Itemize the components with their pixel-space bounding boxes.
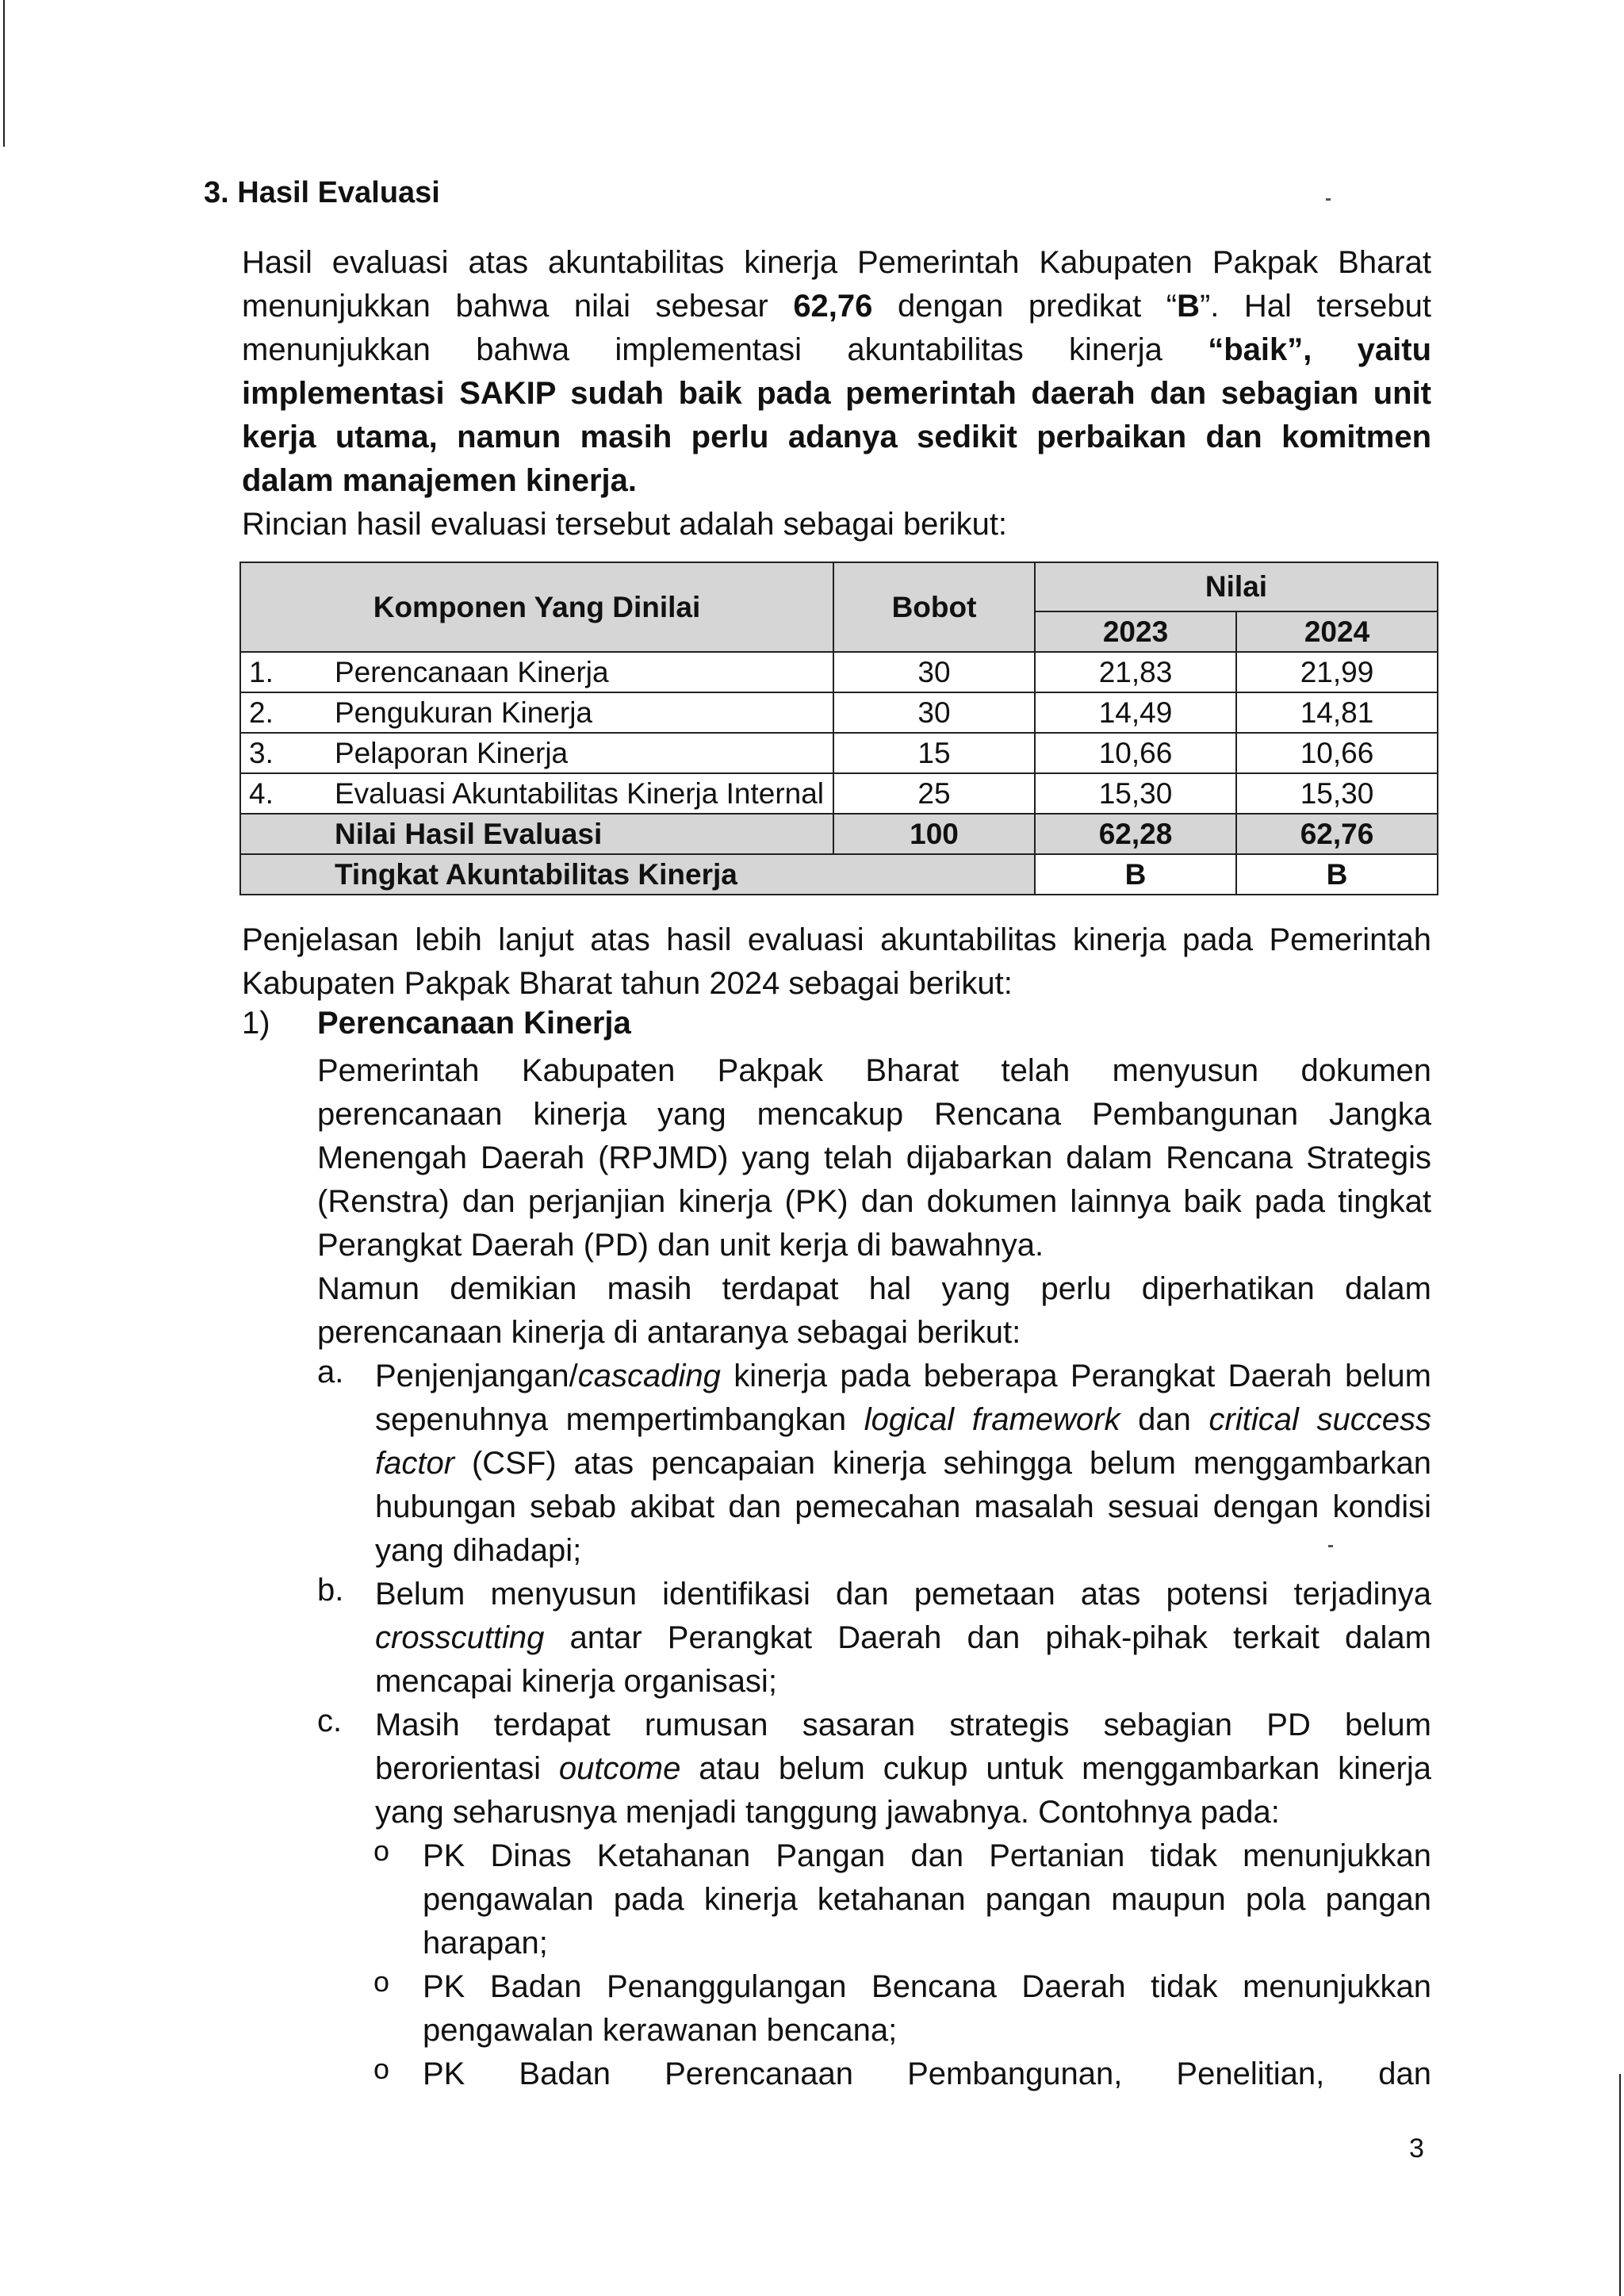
row-score-2024: 10,66 [1236, 733, 1438, 773]
explanation-paragraph: Penjelasan lebih lanjut atas hasil evaluasi akuntabilitas kinerja pada Pemerintah Kabupaten Pakpak Bharat tahun 2024 sebagai berikut: [242, 922, 1431, 1001]
row-number: 2. [240, 692, 327, 733]
header-component: Komponen Yang Dinilai [240, 562, 833, 652]
header-score: Nilai [1035, 562, 1438, 611]
scan-edge-right [1619, 2074, 1621, 2296]
row-weight: 15 [833, 733, 1035, 773]
evaluation-table [239, 562, 1438, 895]
sub-item-letter-c: c. [317, 1704, 343, 1738]
bullet-marker: o [373, 1834, 390, 1867]
row-component: Perencanaan Kinerja [327, 652, 833, 692]
row-number: 1. [240, 652, 327, 692]
level-label: Tingkat Akuntabilitas Kinerja [327, 854, 1035, 895]
row-weight: 30 [833, 652, 1035, 692]
row-score-2023: 14,49 [1035, 692, 1236, 733]
header-weight: Bobot [833, 562, 1035, 652]
bullet-marker: o [373, 2053, 390, 2085]
table-row [240, 733, 1438, 773]
row-score-2024: 21,99 [1236, 652, 1438, 692]
row-number: 3. [240, 733, 327, 773]
sub-item-letter-b: b. [317, 1573, 344, 1608]
total-row [240, 814, 1438, 854]
sub-item-c: Masih terdapat rumusan sasaran strategis sebagian PD belum berorientasi outcome atau belum cukup untuk menggambarkan kinerja yang seharusnya menjadi tanggung jawabnya. Contohnya pada: [375, 1708, 1431, 1830]
section-heading: 3. Hasil Evaluasi [204, 176, 440, 209]
page-number: 3 [1409, 2133, 1424, 2164]
total-weight: 100 [833, 814, 1035, 854]
level-row [240, 854, 1438, 895]
header-year-2024: 2024 [1236, 611, 1438, 652]
table-row [240, 692, 1438, 733]
header-year-2023: 2023 [1035, 611, 1236, 652]
table-row [240, 773, 1438, 814]
item1-paragraph-2: Namun demikian masih terdapat hal yang perlu diperhatikan dalam perencanaan kinerja di antaranya sebagai berikut: [317, 1271, 1431, 1350]
bullet-item: PK Badan Penanggulangan Bencana Daerah tidak menunjukkan pengawalan kerawanan bencana; [423, 1969, 1431, 2048]
row-score-2023: 10,66 [1035, 733, 1236, 773]
list-heading: Perencanaan Kinerja [317, 1006, 631, 1041]
level-2024: B [1236, 854, 1438, 895]
bullet-item: PK Badan Perencanaan Pembangunan, Penelitian, dan [423, 2056, 1431, 2091]
row-component: Evaluasi Akuntabilitas Kinerja Internal [327, 773, 833, 814]
row-component: Pelaporan Kinerja [327, 733, 833, 773]
row-weight: 25 [833, 773, 1035, 814]
total-score-2023: 62,28 [1035, 814, 1236, 854]
list-number: 1) [242, 1006, 270, 1041]
intro-paragraph: Hasil evaluasi atas akuntabilitas kinerja Pemerintah Kabupaten Pakpak Bharat menunjukkan bahwa nilai sebesar 62,76 dengan predikat “B”. Hal tersebut menunjukkan bahwa implementasi akuntabilitas kinerja “baik”, yaitu implementasi SAKIP sudah baik pada pemerintah daerah dan sebagian unit kerja utama, namun masih perlu adanya sedikit perbaikan dan komitmen dalam manajemen kinerja. Rincian hasil evaluasi tersebut adalah sebagai berikut: [242, 245, 1432, 542]
row-score-2024: 14,81 [1236, 692, 1438, 733]
sub-item-b: Belum menyusun identifikasi dan pemetaan atas potensi terjadinya crosscutting antar Perangkat Daerah dan pihak-pihak terkait dalam mencapai kinerja organisasi; [375, 1577, 1431, 1699]
scan-speck [1326, 198, 1331, 201]
item1-paragraph-1: Pemerintah Kabupaten Pakpak Bharat telah menyusun dokumen perencanaan kinerja yang mencakup Rencana Pembangunan Jangka Menengah Daerah (RPJMD) yang telah dijabarkan dalam Rencana Strategis (Renstra) dan perjanjian kinerja (PK) dan dokumen lainnya baik pada tingkat Perangkat Daerah (PD) dan unit kerja di bawahnya. [317, 1053, 1431, 1263]
row-component: Pengukuran Kinerja [327, 692, 833, 733]
total-score-2024: 62,76 [1236, 814, 1438, 854]
level-2023: B [1035, 854, 1236, 895]
bullet-marker: o [373, 1965, 390, 1998]
total-label: Nilai Hasil Evaluasi [327, 814, 833, 854]
sub-item-a: Penjenjangan/cascading kinerja pada beberapa Perangkat Daerah belum sepenuhnya mempertimbangkan logical framework dan critical success factor (CSF) atas pencapaian kinerja sehingga belum menggambarkan hubungan sebab akibat dan pemecahan masalah sesuai dengan kondisi yang dihadapi; [375, 1359, 1432, 1568]
row-number: 4. [240, 773, 327, 814]
row-score-2023: 21,83 [1035, 652, 1236, 692]
row-score-2023: 15,30 [1035, 773, 1236, 814]
row-weight: 30 [833, 692, 1035, 733]
bullet-item: PK Dinas Ketahanan Pangan dan Pertanian tidak menunjukkan pengawalan pada kinerja ketahanan pangan maupun pola pangan harapan; [423, 1838, 1431, 1961]
row-score-2024: 15,30 [1236, 773, 1438, 814]
sub-item-letter-a: a. [317, 1355, 344, 1389]
table-row [240, 652, 1438, 692]
scan-edge-left [3, 0, 5, 147]
